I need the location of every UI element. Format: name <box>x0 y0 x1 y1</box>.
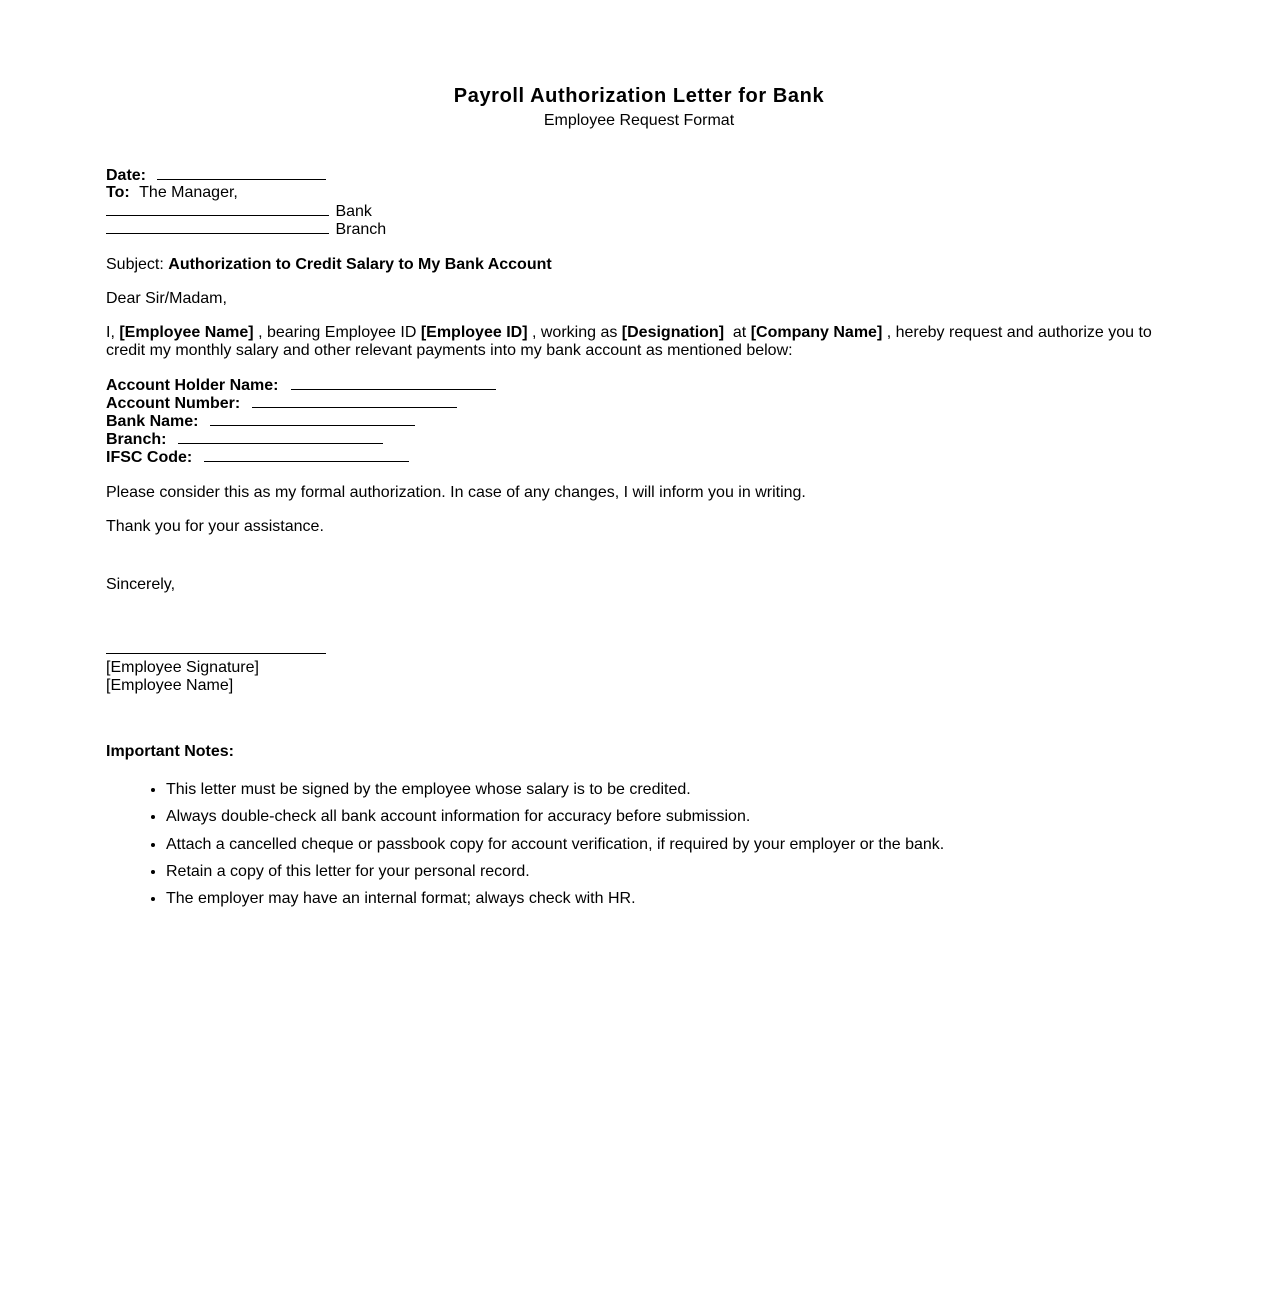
list-item: • This letter must be signed by the employee whose salary is to be credited. <box>166 781 944 799</box>
signature-name-placeholder: [Employee Name] <box>106 677 234 694</box>
body-line-1 <box>106 324 1152 342</box>
field-blank <box>252 394 457 408</box>
letter-header <box>106 84 1172 130</box>
body-request-text: , hereby request and authorize you to <box>886 324 1152 341</box>
field-label: Branch: <box>106 431 167 448</box>
bank-line <box>106 202 372 221</box>
body-bearing-text: , bearing Employee ID <box>258 324 417 341</box>
salutation: Dear Sir/Madam, <box>106 290 227 307</box>
subject-text: Authorization to Credit Salary to My Bank Account <box>168 256 552 273</box>
list-item: • The employer may have an internal format; always check with HR. <box>166 890 944 908</box>
signature-line <box>106 653 326 654</box>
field-bank-name <box>106 412 415 431</box>
date-line <box>106 166 326 185</box>
branch-suffix: Branch <box>335 221 387 238</box>
page-subtitle: Employee Request Format <box>543 112 735 129</box>
field-label: Bank Name: <box>106 413 199 430</box>
signature-placeholder: [Employee Signature] <box>106 659 259 676</box>
body-at-text: at <box>732 324 747 341</box>
notes-heading <box>106 743 234 761</box>
field-blank <box>210 412 415 426</box>
page-title: Payroll Authorization Letter for Bank <box>453 85 825 107</box>
subject-line <box>106 256 552 274</box>
branch-blank <box>106 220 329 234</box>
field-account-holder-name <box>106 376 496 395</box>
body-line-2: credit my monthly salary and other relevant payments into my bank account as mentioned below: <box>106 342 793 359</box>
designation-placeholder: [Designation] <box>621 324 725 341</box>
field-blank <box>204 448 409 462</box>
to-label: To: <box>106 184 130 201</box>
list-item: • Always double-check all bank account information for accuracy before submission. <box>166 808 944 826</box>
authorization-statement: Please consider this as my formal authorization. In case of any changes, I will inform you in writing. <box>106 484 806 501</box>
field-blank <box>178 430 383 444</box>
date-blank <box>157 166 326 180</box>
thanks-line: Thank you for your assistance. <box>106 518 324 535</box>
date-label: Date: <box>106 167 147 184</box>
field-account-number <box>106 394 457 413</box>
branch-line <box>106 220 386 239</box>
notes-heading-text: Important Notes: <box>106 743 234 760</box>
field-blank <box>291 376 496 390</box>
field-ifsc-code <box>106 448 409 467</box>
field-branch <box>106 430 383 449</box>
list-item: • Retain a copy of this letter for your personal record. <box>166 863 944 881</box>
to-line <box>106 184 238 202</box>
employee-name-placeholder: [Employee Name] <box>119 324 254 341</box>
body-intro: I, <box>106 324 115 341</box>
bank-suffix: Bank <box>335 203 372 220</box>
company-name-placeholder: [Company Name] <box>750 324 883 341</box>
field-label: Account Holder Name: <box>106 377 279 394</box>
bank-blank <box>106 202 329 216</box>
field-label: Account Number: <box>106 395 241 412</box>
to-value: The Manager, <box>139 184 238 201</box>
body-working-text: , working as <box>531 324 618 341</box>
field-label: IFSC Code: <box>106 449 193 466</box>
subject-label: Subject: <box>106 256 164 273</box>
list-item: • Attach a cancelled cheque or passbook copy for account verification, if required by your employer or the bank. <box>166 836 944 854</box>
employee-id-placeholder: [Employee ID] <box>420 324 528 341</box>
notes-list <box>106 781 944 917</box>
sign-off: Sincerely, <box>106 576 176 593</box>
